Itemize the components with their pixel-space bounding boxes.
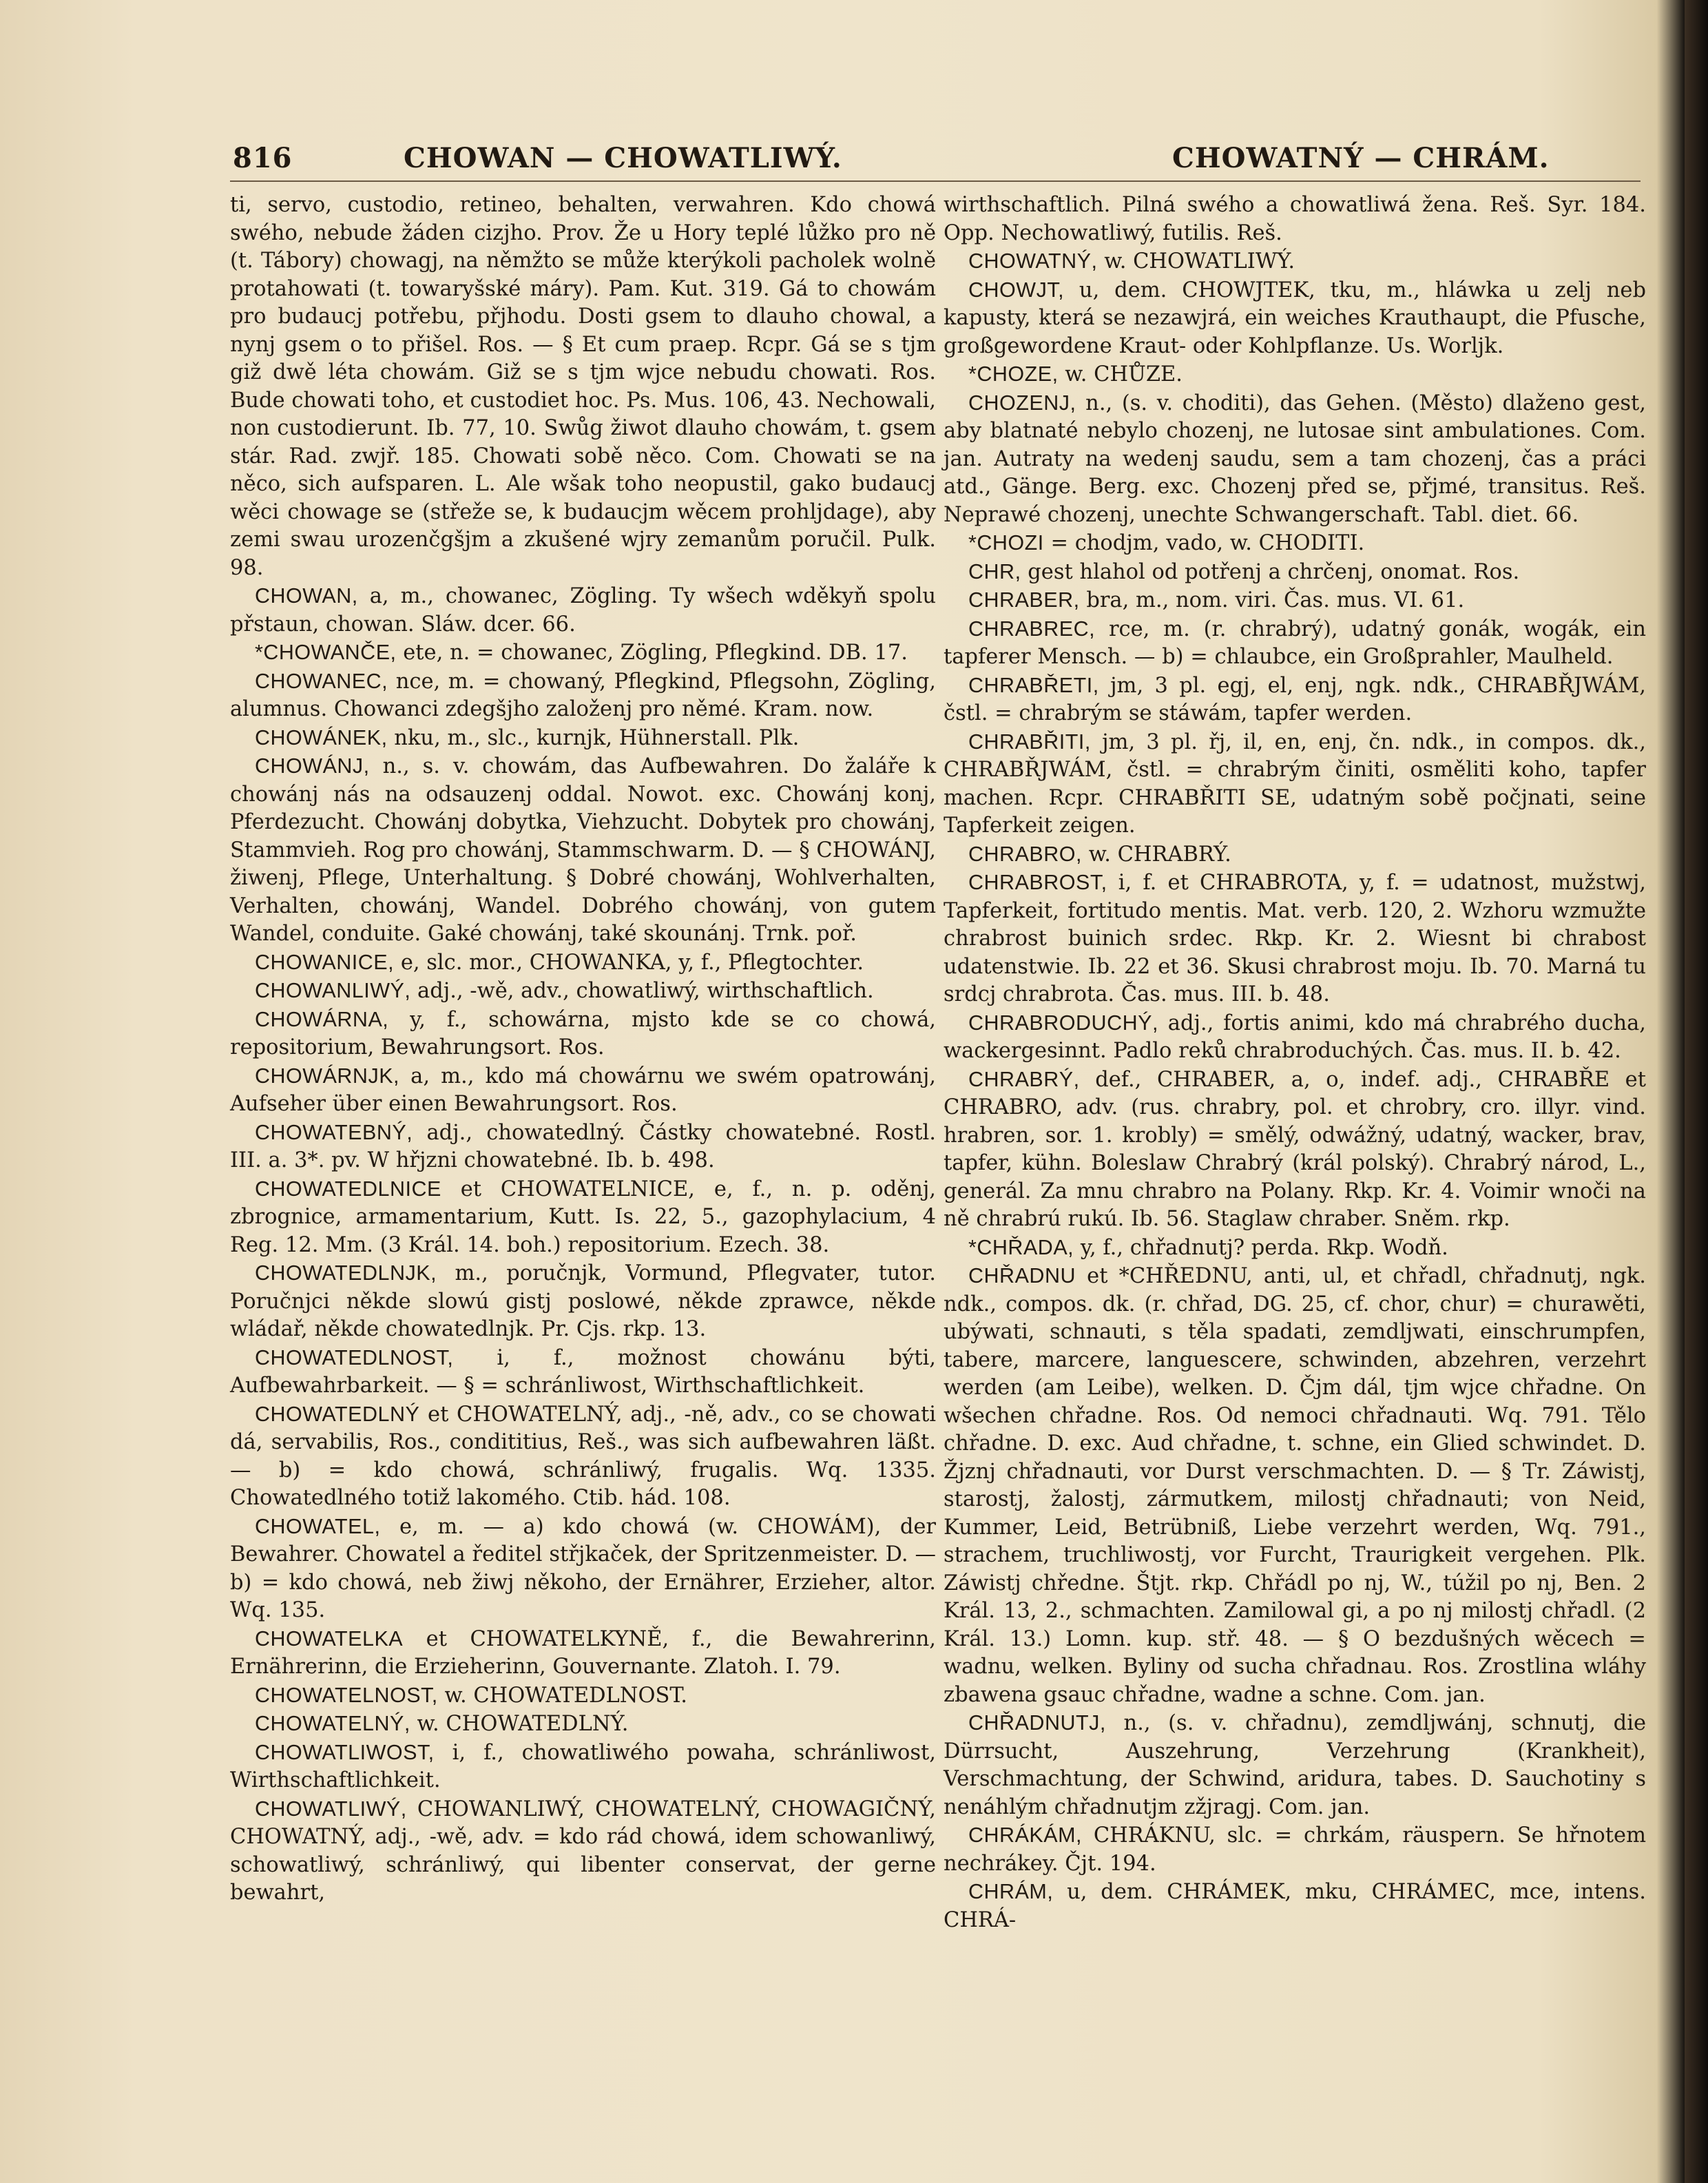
right-column xyxy=(944,192,1646,1934)
entry-headword: CHOWATELNOST, xyxy=(255,1683,438,1707)
dictionary-entry xyxy=(230,1625,936,1682)
dictionary-entry xyxy=(944,1009,1646,1066)
dictionary-entry xyxy=(230,1006,936,1062)
dictionary-entry xyxy=(944,1234,1646,1263)
entry-headword: CHOWATNÝ, xyxy=(968,249,1098,273)
entry-text: def., CHRABER, a, o, indef. adj., CHRABŘE et CHRABRO, adv. (rus. chrabry, pol. et chrobry, cro. illyr. vind. hrabren, sor. 1. krobly) = smělý, odwážný, udatný, wacker, brav, tapfer, kühn. Boleslaw Chrabrý (král polský). Chrabrý národ, L., generál. Za mnu chrabro na Polany. Rkp. Kr. 4. Voimir wnoči na ně chrabrú rukú. Ib. 56. Staglaw chraber. Sněm. rkp. xyxy=(944,1067,1646,1231)
dictionary-entry xyxy=(944,1878,1646,1934)
dictionary-entry xyxy=(944,276,1646,361)
entry-text: CHRÁKNU, slc. = chrkám, räuspern. Se hřnotem nechrákey. Čjt. 194. xyxy=(944,1823,1646,1876)
entry-headword: CHOWANEC, xyxy=(255,669,388,693)
entry-text: et CHOWATELNICE, e, f., n. p. oděnj, zbrognice, armamentarium, Kutt. Is. 22, 5., gazophylacium, 4 Reg. 12. Mm. (3 Král. 14. boh.) repositorium. Ezech. 38. xyxy=(230,1177,936,1257)
entry-text: u, dem. CHRÁMEK, mku, CHRÁMEC, mce, intens. CHRÁ- xyxy=(944,1880,1646,1932)
dictionary-entry xyxy=(230,1119,936,1175)
dictionary-entry xyxy=(230,977,936,1006)
entry-text: jm, 3 pl. řj, il, en, enj, čn. ndk., in compos. dk., CHRABŘJWÁM, čstl. = chrabrým činiti, osměliti koho, tapfer machen. Rcpr. CHRABŘITI SE, udatným sobě počjnati, seine Tapferkeit zeigen. xyxy=(944,730,1646,838)
entry-text: et CHOWATELKYNĚ, f., die Bewahrerinn, Ernährerinn, die Erzieherinn, Gouvernante. Zlatoh. I. 79. xyxy=(230,1626,936,1679)
entry-headword: CHOWÁNEK, xyxy=(255,725,388,749)
entry-text: w. CHOWATLIWÝ. xyxy=(1104,249,1295,273)
entry-headword: CHRABRO, xyxy=(968,842,1082,866)
entry-text: ti, servo, custodio, retineo, behalten, verwahren. Kdo chowá swého, nebude žáden cizjho. Prov. Že u Hory teplé lůžko pro ně (t. Tábory) chowagj, na němžto se může kterýkoli pacholek wolně protahowati (t. towaryšské máry). Pam. Kut. 319. Gá to chowám pro budaucj potřebu, přjhodu. Dosti gsem to dlauho chowal, a nynj gsem o to přišel. Ros. — § Et cum praep. Rcpr. Gá se s tjm giž dwě léta chowám. Giž se s tjm wjce nebudu chowati. Ros. Bude chowati toho, et custodiet hoc. Ps. Mus. 106, 43. Nechowali, non custodierunt. Ib. 77, 10. Swůg žiwot dlauho chowám, t. gsem stár. Rad. zwjř. 185. Chowati sobě něco. Com. Chowati se na něco, sich aufsparen. L. Ale wšak toho neopustil, gako budaucj wěci chowage se (střeže se, k budaucjm wěcem prohljdage), aby zemi swau urozenčgšjm a zkušené wjry zemanům poručil. Pulk. 98. xyxy=(230,193,936,580)
entry-text: jm, 3 pl. egj, el, enj, ngk. ndk., CHRABŘJWÁM, čstl. = chrabrým se stáwám, tapfer werden. xyxy=(944,673,1646,725)
entry-text: a, m., kdo má chowárnu we swém opatrowánj, Aufseher über einen Bewahrungsort. Ros. xyxy=(230,1064,936,1116)
entry-headword: CHOWATELNÝ, xyxy=(255,1712,410,1735)
dictionary-entry xyxy=(944,1262,1646,1709)
entry-headword: CHOWÁRNA, xyxy=(255,1007,389,1031)
entry-headword: CHOWANICE, xyxy=(255,950,395,974)
entry-text: m., poručnjk, Vormund, Pflegvater, tutor. Poručnjci někde slowú gistj poslowé, někde zprawce, někde wládař, někde chowatedlnjk. Pr. Cjs. rkp. 13. xyxy=(230,1261,936,1341)
dictionary-entry xyxy=(944,840,1646,869)
page-number: 816 xyxy=(233,142,293,174)
left-column xyxy=(230,192,936,1907)
entry-headword: CHOWATEDLNOST, xyxy=(255,1345,454,1369)
entry-text: n., (s. v. chřadnu), zemdljwánj, schnutj, die Dürrsucht, Auszehrung, Verzehrung (Krankheit), Verschmachtung, der Schwind, aridura, tabes. D. Sauchotiny s nenáhlým chřadnutjm zžjragj. Com. jan. xyxy=(944,1711,1646,1819)
entry-headword: *CHOZE, xyxy=(968,362,1059,386)
running-head-right: CHOWATNÝ — CHRÁM. xyxy=(1172,142,1550,174)
dictionary-entry xyxy=(230,1259,936,1344)
entry-text: bra, m., nom. viri. Čas. mus. VI. 61. xyxy=(1086,588,1465,612)
dictionary-entry xyxy=(230,192,936,582)
entry-text: gest hlahol od potřenj a chrčenj, onomat. Ros. xyxy=(1028,559,1520,584)
entry-text: w. CHOWATEDLNOST. xyxy=(444,1683,687,1708)
dictionary-entry xyxy=(230,668,936,724)
entry-headword: CHRABRÝ, xyxy=(968,1067,1080,1091)
entry-headword: CHŘADNUTJ, xyxy=(968,1711,1106,1735)
entry-text: a, m., chowanec, Zögling. Ty wšech wděkyň spolu přstaun, chowan. Sláw. dcer. 66. xyxy=(230,584,937,637)
running-head-left: CHOWAN — CHOWATLIWÝ. xyxy=(404,142,842,174)
entry-headword: CHR, xyxy=(968,559,1021,583)
dictionary-entry xyxy=(944,1821,1646,1878)
entry-headword: CHRABŘITI, xyxy=(968,730,1091,754)
dictionary-entry xyxy=(230,1062,936,1119)
entry-text: et *CHŘEDNU, anti, ul, et chřadl, chřadnutj, ngk. ndk., compos. dk. (r. chřad, DG. 25, cf. chor, chur) = churawěti, ubýwati, schnauti, s těla spadati, zemdljwati, einschrumpfen, tabere, marcere, languescere, schwinden, abzehren, verzehrt werden (am Leibe), welken. D. Čjm dál, tjm wjce chřadne. On wšechen chřadne. Ros. Od nemoci chřadnauti. Wq. 791. Tělo chřadne. D. exc. Aud chřadne, t. schne, ein Glied schwindet. D. Žjznj chřadnauti, vor Durst verschmachten. D. — § Tr. Záwistj, starostj, žalostj, zármutkem, milostj chřadnauti; von Neid, Kummer, Leid, Betrübniß, Liebe verzehrt werden, Wq. 791., strachem, truchliwostj, vor Furcht, Traurigkeit vergehen. Plk. Záwistj chředne. Štjt. rkp. Chřádl po nj, W., túžil po nj, Ben. 2 Král. 13, 2., schmachten. Zamilowal gi, a po nj milostj chřadl. (2 Král. 13.) Lomn. kup. stř. 48. — § O bezdušných wěcech = wadnu, welken. Byliny od sucha chřadnau. Ros. Zrostlina wláhy zbawena gsauc chřadne, wadne a schne. Com. jan. xyxy=(944,1264,1646,1707)
entry-text: w. CHRABRÝ. xyxy=(1088,842,1231,867)
dictionary-entry xyxy=(230,752,936,949)
dictionary-entry xyxy=(944,672,1646,728)
entry-text: n., (s. v. choditi), das Gehen. (Město) dlaženo gest, aby blatnaté nebylo chozenj, ne lutosae sint ambulationes. Com. jan. Autraty na wedenj saudu, sem a tam chozenj, čas a práci atd., Gänge. Berg. exc. Chozenj před se, přjmé, transitus. Reš. Neprawé chozenj, unechte Schwangerschaft. Tabl. diet. 66. xyxy=(944,391,1646,527)
dictionary-entry xyxy=(230,582,936,639)
entry-text: nce, m. = chowaný, Pflegkind, Pflegsohn, Zögling, alumnus. Chowanci zdegšjho založenj pro němé. Kram. now. xyxy=(230,669,936,721)
dictionary-entry xyxy=(944,1066,1646,1234)
entry-headword: CHOWATEDLNÝ xyxy=(255,1402,420,1426)
entry-text: adj., fortis animi, kdo má chrabrého ducha, wackergesinnt. Padlo reků chrabroduchých. Čas. mus. II. b. 42. xyxy=(944,1011,1646,1063)
entry-text: n., s. v. chowám, das Aufbewahren. Do žaláře k chowánj nás na odsauzenj oddal. Nowot. exc. Chowánj konj, Pferdezucht. Chowánj dobytka, Viehzucht. Dobytek pro chowánj, Stammvieh. Rog pro chowánj, Stammschwarm. D. — § CHOWÁNJ, žiwenj, Pflege, Unterhaltung. § Dobré chowánj, Wohlverhalten, Verhalten, chowánj, Wandel. Dobrého chowánj, von gutem Wandel, conduite. Gaké chowánj, také skounánj. Trnk. poř. xyxy=(230,754,937,946)
entry-headword: CHŘADNU xyxy=(968,1264,1076,1287)
entry-headword: CHOWÁRNJK, xyxy=(255,1064,400,1088)
dictionary-entry xyxy=(230,1710,936,1739)
entry-text: ete, n. = chowanec, Zögling, Pflegkind. DB. 17. xyxy=(403,641,908,665)
entry-headword: CHOZENJ, xyxy=(968,391,1076,415)
entry-text: y, f., schowárna, mjsto kde se co chowá, repositorium, Bewahrungsort. Ros. xyxy=(230,1007,936,1059)
dictionary-entry xyxy=(944,389,1646,530)
dictionary-entry xyxy=(230,639,936,668)
entry-headword: CHOWANLIWÝ, xyxy=(255,979,411,1002)
entry-headword: *CHŘADA, xyxy=(968,1235,1074,1259)
entry-text: e, m. — a) kdo chowá (w. CHOWÁM), der Bewahrer. Chowatel a ředitel střjkaček, der Spritzenmeister. D. — b) = kdo chowá, neb žiwj někoho, der Ernährer, Erzieher, altor. Wq. 135. xyxy=(230,1514,936,1622)
dictionary-entry xyxy=(944,869,1646,1009)
entry-text: adj., chowatedlný. Částky chowatebné. Rostl. III. a. 3*. pv. W hřjzni chowatebné. Ib. b. 498. xyxy=(230,1120,936,1172)
entry-headword: CHRÁKÁM, xyxy=(968,1823,1082,1847)
entry-headword: CHOWATLIWÝ, xyxy=(255,1797,407,1821)
entry-text: i, f., možnost chowánu býti, Aufbewahrbarkeit. — § = schránliwost, Wirthschaftlichkeit. xyxy=(230,1345,936,1398)
dictionary-entry xyxy=(944,360,1646,389)
dictionary-entry xyxy=(230,724,936,753)
dictionary-entry xyxy=(230,1400,936,1513)
entry-headword: CHRABER, xyxy=(968,588,1080,612)
entry-text: w. CHŮZE. xyxy=(1065,362,1183,386)
entry-headword: CHRABŘETI, xyxy=(968,673,1099,697)
entry-text: i, f., chowatliwého powaha, schránliwost, Wirthschaftlichkeit. xyxy=(230,1740,936,1792)
dictionary-entry xyxy=(230,1682,936,1710)
entry-headword: CHRABRODUCHÝ, xyxy=(968,1011,1158,1035)
entry-text: e, slc. mor., CHOWANKA, y, f., Pflegtochter. xyxy=(400,950,864,975)
dictionary-entry xyxy=(944,558,1646,587)
entry-headword: CHOWATEDLNICE xyxy=(255,1177,441,1201)
entry-headword: CHRABREC, xyxy=(968,617,1096,641)
entry-headword: *CHOWANČE, xyxy=(255,641,397,664)
dictionary-entry xyxy=(230,1175,936,1260)
dictionary-entry xyxy=(230,1344,936,1400)
entry-text: = chodjm, vado, w. CHODITI. xyxy=(1050,531,1365,555)
book-spine-edge xyxy=(1685,0,1708,2183)
dictionary-entry xyxy=(944,529,1646,558)
entry-text: rce, m. (r. chrabrý), udatný gonák, wogák, ein tapferer Mensch. — b) = chlaubce, ein Großprahler, Maulheld. xyxy=(944,617,1646,669)
entry-headword: CHOWÁNJ, xyxy=(255,754,370,778)
dictionary-entry xyxy=(230,949,936,977)
dictionary-entry xyxy=(944,1709,1646,1821)
entry-headword: CHOWATEDLNJK, xyxy=(255,1261,437,1285)
entry-text: wirthschaftlich. Pilná swého a chowatliwá žena. Reš. Syr. 184. Opp. Nechowatliwý, futilis. Reš. xyxy=(944,193,1646,245)
header-rule xyxy=(230,180,1641,182)
entry-text: u, dem. CHOWJTEK, tku, m., hláwka u zelj neb kapusty, která se nezawjrá, ein weiches Krauthaupt, die Pfusche, großgewordene Kraut- oder Kohlpflanze. Us. Worljk. xyxy=(944,278,1646,358)
entry-headword: CHOWATEBNÝ, xyxy=(255,1120,413,1144)
entry-headword: CHOWATEL, xyxy=(255,1514,381,1538)
entry-text: et CHOWATELNÝ, adj., -ně, adv., co se chowati dá, servabilis, Ros., condititius, Reš., was sich aufbewahren läßt. — b) = kdo chowá, schránliwý, frugalis. Wq. 1335. Chowatedlného totiž lakomého. Ctib. hád. 108. xyxy=(230,1402,936,1510)
dictionary-entry xyxy=(230,1513,936,1625)
entry-headword: CHOWATLIWOST, xyxy=(255,1740,435,1764)
dictionary-entry xyxy=(944,615,1646,672)
dictionary-entry xyxy=(944,586,1646,615)
dictionary-entry xyxy=(944,192,1646,247)
dictionary-entry xyxy=(944,247,1646,276)
entry-headword: CHRÁM, xyxy=(968,1880,1054,1903)
entry-headword: *CHOZI xyxy=(968,531,1044,555)
dictionary-entry xyxy=(944,728,1646,840)
entry-headword: CHOWATELKA xyxy=(255,1626,404,1651)
entry-headword: CHOWJT, xyxy=(968,278,1065,302)
entry-text: w. CHOWATEDLNÝ. xyxy=(417,1712,629,1736)
entry-text: y, f., chřadnutj? perda. Rkp. Wodň. xyxy=(1080,1235,1448,1260)
entry-headword: CHRABROST, xyxy=(968,871,1107,894)
entry-text: CHOWANLIWÝ, CHOWATELNÝ, CHOWAGIČNÝ, CHOWATNÝ, adj., -wě, adv. = kdo rád chowá, idem schowanliwý, schowatliwý, schránliwý, qui libenter conservat, der gerne bewahrt, xyxy=(230,1797,936,1905)
entry-text: adj., -wě, adv., chowatliwý, wirthschaftlich. xyxy=(417,979,874,1003)
dictionary-entry xyxy=(230,1795,936,1907)
dictionary-entry xyxy=(230,1739,936,1795)
entry-text: nku, m., slc., kurnjk, Hühnerstall. Plk. xyxy=(394,725,800,750)
entry-text: i, f. et CHRABROTA, y, f. = udatnost, mužstwj, Tapferkeit, fortitudo mentis. Mat. verb. 120, 2. Wzhoru wzmužte chrabrost buinich srdec. Rkp. Kr. 2. Wiesnt bi chrabost udatenstwie. Ib. 22 et 36. Skusi chrabrost moju. Ib. 70. Marná tu srdcj chrabrota. Čas. mus. III. b. 48. xyxy=(944,871,1647,1006)
entry-headword: CHOWAN, xyxy=(255,584,358,608)
